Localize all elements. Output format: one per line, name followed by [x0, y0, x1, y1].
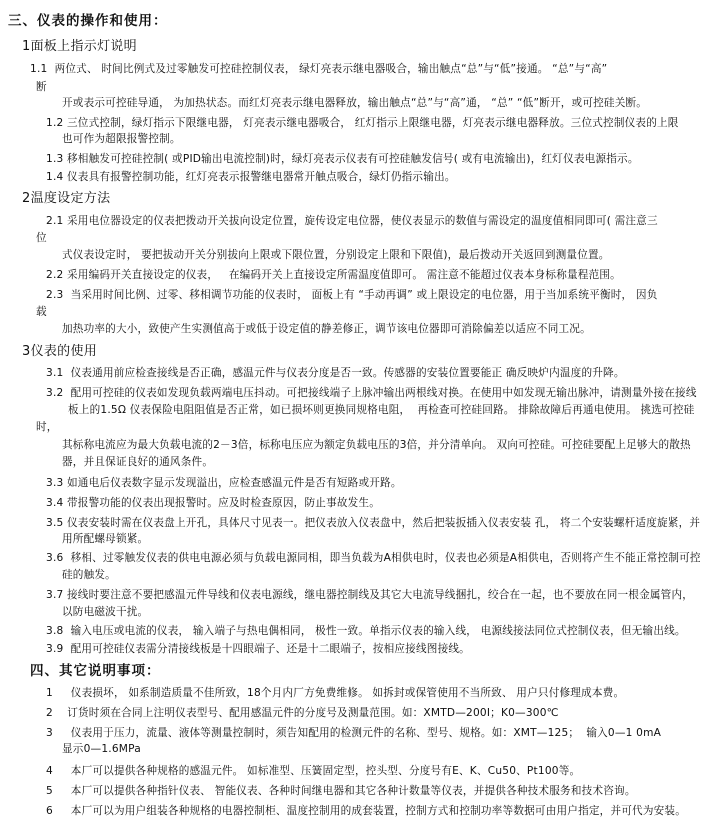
- note-item-3-line-1: 3 仪表用于压力，流量、液体等测量控制时，须告知配用的检测元件的名称、型号、规格。如：XMT—125； 输入0—1 0mA: [46, 727, 662, 739]
- section-4-heading: 四、其它说明事项：: [30, 663, 161, 679]
- paragraph-3-2-line-2: 板上的1.5Ω 仪表保险电阻阻值是否正常，如已损坏则更换同规格电阻， 再检查可控硅回路。 排除故障后再通电使用。 挑选可控硅: [68, 404, 695, 416]
- paragraph-2-3-line-1: 2.3 当采用时间比例、过零、移相调节功能的仪表时， 面板上有 “手动再调” 或上限设定的电位器，用于当加系统平衡时， 因负: [46, 289, 658, 301]
- paragraph-1-3: 1.3 移相触发可控硅控制( 或PID输出电流控制)时，绿灯亮表示仪表有可控硅触发信号( 或有电流输出)，红灯仪表电源指示。: [46, 153, 639, 165]
- paragraph-1-2-line-2: 也可作为超限报警控制。: [62, 133, 181, 145]
- note-item-6: 6 本厂可以为用户组装各种规格的电器控制柜、温度控制用的成套装置，控制方式和控制功率等数据可由用户指定，并可代为安装。: [46, 805, 687, 817]
- paragraph-3-2-line-3: 时，: [36, 421, 58, 433]
- section-3-heading: 三、仪表的操作和使用：: [8, 13, 168, 29]
- note-item-3-line-2: 显示0—1.6MPa: [62, 743, 141, 755]
- paragraph-2-3-line-3: 加热功率的大小，致使产生实测值高于或低于设定值的静差修正，调节该电位器即可消除偏差以适应不同工况。: [62, 323, 591, 335]
- subsection-1-heading: 1面板上指示灯说明: [22, 39, 137, 54]
- paragraph-2-1-line-2: 位: [36, 232, 47, 244]
- paragraph-3-6-line-1: 3.6 移相、过零触发仪表的供电电源必须与负载电源同相，即当负载为A相供电时，仪表也必须是A相供电，否则将产生不能正常控制可控: [46, 552, 701, 564]
- paragraph-1-1-line-3: 开或表示可控硅导通， 为加热状态。而红灯亮表示继电器释放，输出触点“总”与“高”通， “总” “低”断开，或可控硅关断。: [62, 97, 648, 109]
- paragraph-3-3: 3.3 如通电后仪表数字显示发现溢出，应检查感温元件是否有短路或开路。: [46, 477, 402, 489]
- paragraph-3-2-line-4: 其标称电流应为最大负载电流的2－3倍，标称电压应为额定负载电压的3倍，并分清单向。 双向可控硅。可控硅要配上足够大的散热: [62, 439, 691, 451]
- note-item-4: 4 本厂可以提供各种规格的感温元件。 如标准型、压簧固定型，控头型、分度号有E、K、Cu50、Pt100等。: [46, 765, 581, 777]
- note-item-1: 1 仪表损坏， 如系制造质量不佳所致，18个月内厂方免费维修。 如拆封或保管使用不当所致、 用户只付修理成本费。: [46, 687, 625, 699]
- paragraph-1-1-line-2: 断: [36, 81, 47, 93]
- paragraph-2-1-line-3: 式仪表设定时， 要把拔动开关分别拔向上限或下限位置，分别设定上限和下限值)，最后拨动开关返回到测量位置。: [62, 249, 610, 261]
- paragraph-1-2-line-1: 1.2 三位式控制，绿灯指示下限继电器， 灯亮表示继电器吸合， 红灯指示上限继电器，灯亮表示继电器释放。三位式控制仪表的上限: [46, 117, 679, 129]
- paragraph-2-1-line-1: 2.1 采用电位器设定的仪表把拨动开关拔向设定位置，旋传设定电位器，使仪表显示的数值与需设定的温度值相同即可( 需注意三: [46, 215, 658, 227]
- paragraph-3-7-line-2: 以防电磁波干扰。: [62, 606, 149, 618]
- paragraph-3-4: 3.4 带报警功能的仪表出现报警时。应及时检查原因，防止事故发生。: [46, 497, 381, 509]
- paragraph-3-1: 3.1 仪表通用前应检查接线是否正确，感温元件与仪表分度是否一致。传感器的安装位置要能正 确反映炉内温度的升降。: [46, 367, 625, 379]
- paragraph-3-2-line-1: 3.2 配用可控硅的仪表如发现负载两端电压抖动。可把接线端子上脉冲输出两根线对换。在使用中如发现无输出脉冲，请测量外接在接线: [46, 387, 697, 399]
- subsection-3-heading: 3仪表的使用: [22, 344, 98, 359]
- note-item-2: 2 订货时须在合同上注明仪表型号、配用感温元件的分度号及测量范围。如：XMTD—200Ⅰ；K0—300℃: [46, 707, 559, 719]
- subsection-2-heading: 2温度设定方法: [22, 191, 111, 206]
- paragraph-3-5-line-2: 用所配螺母锁紧。: [62, 533, 149, 545]
- paragraph-3-7-line-1: 3.7 接线时要注意不要把感温元件导线和仪表电源线，继电器控制线及其它大电流导线捆扎，绞合在一起，也不要放在同一根金属管内，: [46, 589, 694, 601]
- paragraph-1-4: 1.4 仪表具有报警控制功能，红灯亮表示报警继电器常开触点吸合，绿灯仍指示输出。: [46, 171, 456, 183]
- paragraph-1-1-line-1: 1.1 两位式、 时间比例式及过零触发可控硅控制仪表， 绿灯亮表示继电器吸合，输出触点“总”与“低”接通。 “总”与“高”: [30, 63, 608, 75]
- paragraph-3-9: 3.9 配用可控硅仪表需分清接线板是十四眼端子、还是十二眼端子，按相应接线图接线。: [46, 643, 470, 655]
- paragraph-2-3-line-2: 载: [36, 306, 47, 318]
- paragraph-3-5-line-1: 3.5 仪表安装时需在仪表盘上开孔，具体尺寸见表一。把仪表放入仪表盘中，然后把装扳插入仪表安装 孔， 将二个安装螺杆适度旋紧，并: [46, 517, 701, 529]
- paragraph-3-2-line-5: 器，并且保证良好的通风条件。: [62, 456, 214, 468]
- paragraph-3-8: 3.8 输入电压或电流的仪表， 输入端子与热电偶相同， 极性一致。单指示仪表的输入线， 电源线接法同位式控制仪表，但无输出线。: [46, 625, 686, 637]
- paragraph-2-2: 2.2 采用编码开关直接设定的仪表， 在编码开关上直接设定所需温度值即可。 需注意不能超过仪表本身标称量程范围。: [46, 269, 621, 281]
- note-item-5: 5 本厂可以提供各种指针仪表、 智能仪表、各种时间继电器和其它各种计数量等仪表，并提供各种技术服务和技术咨询。: [46, 785, 636, 797]
- paragraph-3-6-line-2: 硅的触发。: [62, 569, 116, 581]
